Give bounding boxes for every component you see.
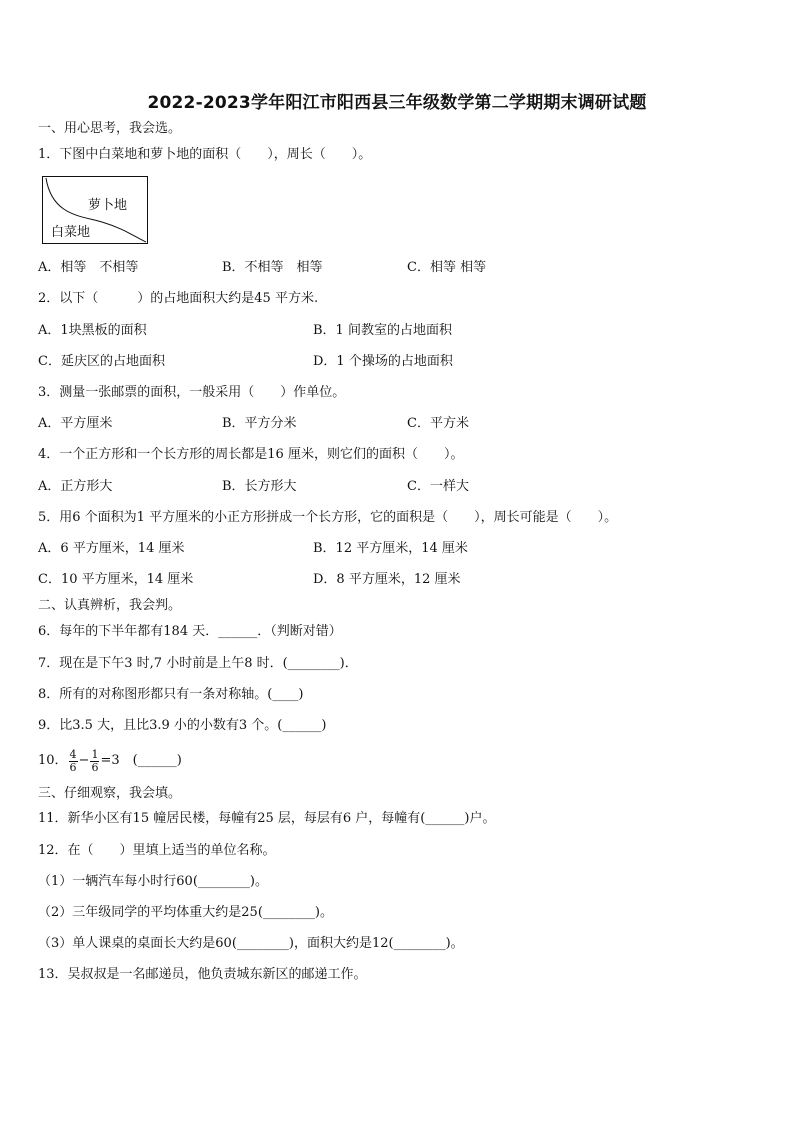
section1-heading: 一、用心思考，我会选。 [38,121,182,136]
question-13: 13．吴叔叔是一名邮递员，他负责城东新区的邮递工作。 [38,967,367,982]
q4-option-b: B．长方形大 [222,479,297,494]
garden-figure [42,176,148,244]
q1-option-b: B．不相等 相等 [222,260,323,275]
q5-option-d: D．8 平方厘米，12 厘米 [313,572,461,587]
q1-option-a: A．相等 不相等 [38,260,139,275]
q3-option-c: C．平方米 [407,416,469,431]
section2-heading: 二、认真辨析，我会判。 [38,598,182,613]
question-12-2: （2）三年级同学的平均体重大约是25(________)。 [38,905,333,920]
q5-option-a: A．6 平方厘米，14 厘米 [38,541,185,556]
radish-field-label: 萝卜地 [88,198,128,213]
q3-option-a: A．平方厘米 [38,416,113,431]
q5-option-b: B．12 平方厘米，14 厘米 [313,541,468,556]
fraction-numerator: 4 [69,747,77,761]
q2-option-b: B．1 间教室的占地面积 [313,323,452,338]
question-5: 5．用6 个面积为1 平方厘米的小正方形拼成一个长方形，它的面积是（ ），周长可能是（ ）。 [38,510,618,525]
question-12-3: （3）单人课桌的桌面长大约是60(________)，面积大约是12(________)。 [38,936,464,951]
fraction-denominator: 6 [91,760,99,774]
q4-option-c: C．一样大 [407,479,469,494]
fraction-numerator: 1 [91,747,99,761]
question-11: 11．新华小区有15 幢居民楼，每幢有25 层，每层有6 户，每幢有(______)户。 [38,811,496,826]
q2-option-c: C．延庆区的占地面积 [38,354,165,369]
q10-prefix: 10． [38,753,68,768]
question-10 [38,746,182,777]
q1-option-c: C．相等 相等 [407,260,487,275]
section3-heading: 三、仔细观察，我会填。 [38,786,182,801]
question-9: 9．比3.5 大，且比3.9 小的小数有3 个。(______) [38,718,327,733]
question-2: 2．以下（ ）的占地面积大约是45 平方米. [38,291,319,306]
minus-sign: − [78,753,90,768]
question-8: 8．所有的对称图形都只有一条对称轴。(____) [38,687,304,702]
q5-option-c: C．10 平方厘米，14 厘米 [38,572,194,587]
q4-option-a: A．正方形大 [38,479,113,494]
question-12-1: （1）一辆汽车每小时行60(________)。 [38,874,268,889]
question-12: 12．在（ ）里填上适当的单位名称。 [38,843,276,858]
q3-option-b: B．平方分米 [222,416,297,431]
question-1: 1．下图中白菜地和萝卜地的面积（ ），周长（ ）。 [38,147,372,162]
q2-option-a: A．1块黑板的面积 [38,323,147,338]
cabbage-field-label: 白菜地 [51,225,91,240]
fraction-denominator: 6 [69,760,77,774]
question-3: 3．测量一张邮票的面积，一般采用（ ）作单位。 [38,385,346,400]
fraction-1-6 [90,749,99,774]
q2-option-d: D．1 个操场的占地面积 [313,354,453,369]
q10-suffix: =3 (______) [100,753,182,768]
page-title: 2022-2023学年阳江市阳西县三年级数学第二学期期末调研试题 [147,93,647,113]
fraction-4-6 [69,749,78,774]
question-4: 4．一个正方形和一个长方形的周长都是16 厘米，则它们的面积（ ）。 [38,447,464,462]
question-7: 7．现在是下午3 时,7 小时前是上午8 时．(________)． [38,656,358,671]
question-6: 6．每年的下半年都有184 天．______．（判断对错） [38,624,342,639]
